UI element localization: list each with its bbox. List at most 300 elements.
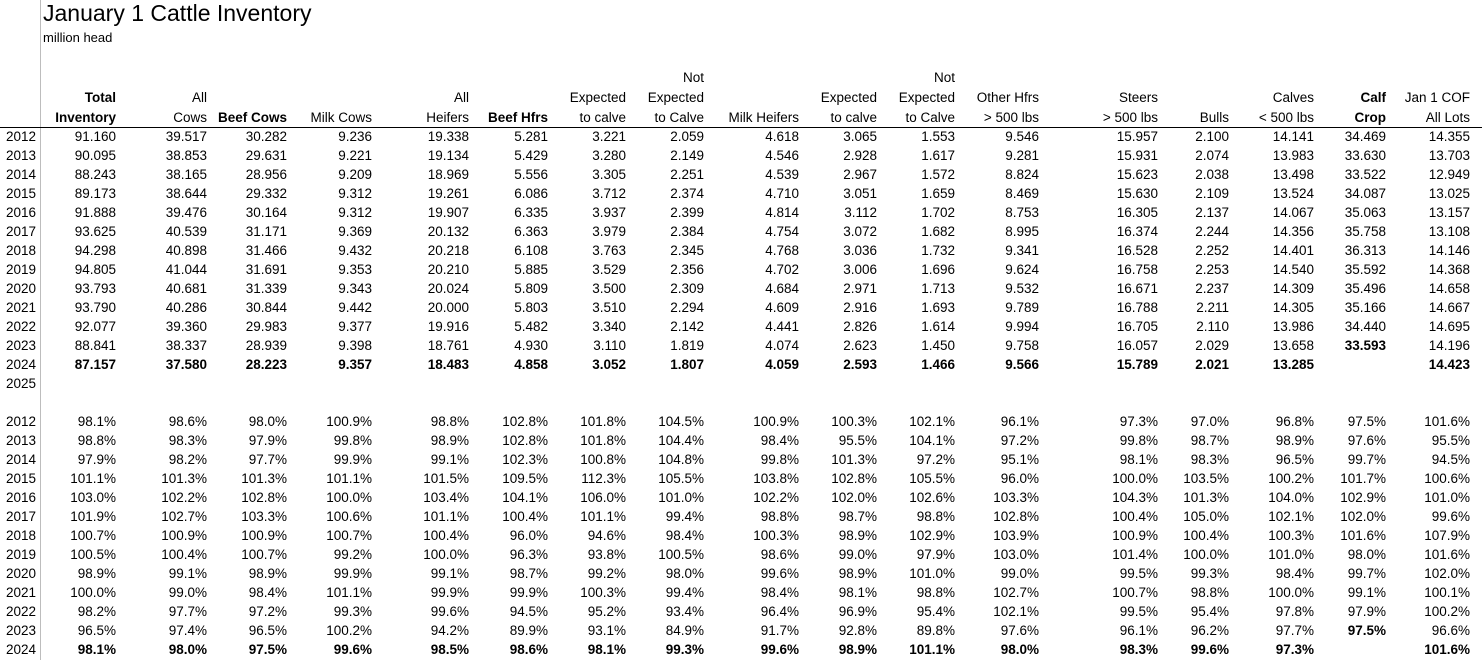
table-cell: 97.3% xyxy=(1119,414,1158,429)
table-cell: 100.8% xyxy=(580,452,626,467)
table-cell: 14.196 xyxy=(1428,338,1470,353)
table-cell: 1.696 xyxy=(921,262,955,277)
table-cell: 95.5% xyxy=(838,433,877,448)
table-cell: 13.157 xyxy=(1428,205,1470,220)
table-cell: 103.5% xyxy=(1183,471,1229,486)
table-cell: 93.625 xyxy=(74,224,116,239)
table-cell: 99.4% xyxy=(665,585,704,600)
table-cell: 9.994 xyxy=(1005,319,1039,334)
column-header-line: Crop xyxy=(1354,110,1386,125)
table-cell: 101.0% xyxy=(658,490,704,505)
table-cell: 14.355 xyxy=(1428,129,1470,144)
table-cell: 35.166 xyxy=(1344,300,1386,315)
table-cell: 100.7% xyxy=(1112,585,1158,600)
table-cell: 2.149 xyxy=(670,148,704,163)
table-cell: 2.021 xyxy=(1195,357,1229,372)
table-cell: 3.036 xyxy=(843,243,877,258)
table-cell: 103.4% xyxy=(423,490,469,505)
table-cell: 14.540 xyxy=(1272,262,1314,277)
table-cell: 8.469 xyxy=(1005,186,1039,201)
table-cell: 98.0% xyxy=(1000,642,1039,657)
table-cell: 98.0% xyxy=(1347,547,1386,562)
row-year-label: 2021 xyxy=(6,300,37,315)
table-cell: 95.4% xyxy=(916,604,955,619)
column-header-line: Jan 1 COF xyxy=(1404,90,1470,105)
table-cell: 38.165 xyxy=(165,167,207,182)
table-cell: 2.384 xyxy=(670,224,704,239)
table-cell: 99.6% xyxy=(760,642,799,657)
table-cell: 101.5% xyxy=(423,471,469,486)
table-cell: 100.9% xyxy=(326,414,372,429)
table-cell: 97.5% xyxy=(1347,623,1386,638)
table-cell: 33.593 xyxy=(1344,338,1386,353)
table-cell: 2.345 xyxy=(670,243,704,258)
table-cell: 31.466 xyxy=(245,243,287,258)
table-cell: 16.705 xyxy=(1116,319,1158,334)
column-header-line: Milk Heifers xyxy=(728,110,799,125)
row-year-label: 2013 xyxy=(6,148,37,163)
table-cell: 1.693 xyxy=(921,300,955,315)
table-cell: 2.253 xyxy=(1195,262,1229,277)
table-cell: 97.4% xyxy=(168,623,207,638)
table-cell: 100.9% xyxy=(241,528,287,543)
table-cell: 2.142 xyxy=(670,319,704,334)
table-cell: 98.4% xyxy=(760,433,799,448)
table-cell: 9.442 xyxy=(338,300,372,315)
table-cell: 88.841 xyxy=(74,338,116,353)
table-cell: 101.6% xyxy=(1424,642,1470,657)
table-cell: 100.4% xyxy=(502,509,548,524)
table-cell: 39.360 xyxy=(165,319,207,334)
table-cell: 2.971 xyxy=(843,281,877,296)
table-cell: 103.9% xyxy=(993,528,1039,543)
table-cell: 97.9% xyxy=(916,547,955,562)
table-cell: 101.3% xyxy=(831,452,877,467)
table-cell: 102.9% xyxy=(909,528,955,543)
table-cell: 97.7% xyxy=(248,452,287,467)
table-cell: 28.956 xyxy=(245,167,287,182)
table-cell: 13.986 xyxy=(1272,319,1314,334)
table-cell: 100.5% xyxy=(70,547,116,562)
table-cell: 104.5% xyxy=(658,414,704,429)
table-cell: 1.614 xyxy=(921,319,955,334)
table-cell: 3.529 xyxy=(592,262,626,277)
table-cell: 100.0% xyxy=(70,585,116,600)
table-cell: 9.281 xyxy=(1005,148,1039,163)
column-header-line: Calf xyxy=(1360,90,1386,105)
table-cell: 9.209 xyxy=(338,167,372,182)
column-header-line: Not xyxy=(933,70,955,85)
column-header-line: to calve xyxy=(579,110,626,125)
table-cell: 99.1% xyxy=(168,566,207,581)
table-cell: 16.374 xyxy=(1116,224,1158,239)
table-cell: 5.803 xyxy=(514,300,548,315)
row-year-label: 2013 xyxy=(6,433,37,448)
table-cell: 104.1% xyxy=(909,433,955,448)
row-year-label: 2017 xyxy=(6,509,37,524)
table-cell: 102.8% xyxy=(502,433,548,448)
table-cell: 100.0% xyxy=(326,490,372,505)
table-cell: 3.006 xyxy=(843,262,877,277)
table-cell: 35.758 xyxy=(1344,224,1386,239)
table-cell: 4.546 xyxy=(765,148,799,163)
table-cell: 28.939 xyxy=(245,338,287,353)
table-cell: 2.137 xyxy=(1195,205,1229,220)
table-cell: 99.9% xyxy=(430,585,469,600)
table-cell: 97.7% xyxy=(1275,623,1314,638)
table-cell: 3.305 xyxy=(592,167,626,182)
table-cell: 96.1% xyxy=(1000,414,1039,429)
table-cell: 18.483 xyxy=(427,357,469,372)
table-cell: 98.4% xyxy=(1275,566,1314,581)
table-cell: 2.110 xyxy=(1196,319,1229,334)
table-cell: 6.335 xyxy=(514,205,548,220)
table-cell: 38.337 xyxy=(165,338,207,353)
table-cell: 98.9% xyxy=(838,528,877,543)
table-cell: 6.363 xyxy=(514,224,548,239)
table-cell: 97.6% xyxy=(1000,623,1039,638)
table-cell: 98.4% xyxy=(248,585,287,600)
table-cell: 100.0% xyxy=(1268,585,1314,600)
table-cell: 9.221 xyxy=(338,148,372,163)
table-cell: 102.2% xyxy=(161,490,207,505)
table-cell: 98.0% xyxy=(665,566,704,581)
table-cell: 35.592 xyxy=(1344,262,1386,277)
table-cell: 39.476 xyxy=(165,205,207,220)
column-header-line: Cows xyxy=(173,110,207,125)
table-cell: 2.237 xyxy=(1195,281,1229,296)
table-cell: 9.377 xyxy=(338,319,372,334)
table-cell: 91.888 xyxy=(74,205,116,220)
table-cell: 94.298 xyxy=(74,243,116,258)
table-cell: 99.0% xyxy=(168,585,207,600)
table-cell: 16.788 xyxy=(1116,300,1158,315)
table-cell: 96.9% xyxy=(838,604,877,619)
table-cell: 1.702 xyxy=(921,205,955,220)
table-cell: 4.684 xyxy=(765,281,799,296)
table-cell: 13.108 xyxy=(1428,224,1470,239)
table-cell: 3.110 xyxy=(593,338,626,353)
table-cell: 34.440 xyxy=(1344,319,1386,334)
table-cell: 14.423 xyxy=(1428,357,1470,372)
table-cell: 9.532 xyxy=(1005,281,1039,296)
table-cell: 98.4% xyxy=(760,585,799,600)
column-header-line: Expected xyxy=(569,90,626,105)
table-cell: 100.4% xyxy=(1183,528,1229,543)
table-cell: 99.4% xyxy=(665,509,704,524)
table-cell: 99.6% xyxy=(430,604,469,619)
table-cell: 99.1% xyxy=(430,452,469,467)
table-cell: 16.057 xyxy=(1116,338,1158,353)
table-cell: 3.500 xyxy=(592,281,626,296)
table-cell: 3.510 xyxy=(592,300,626,315)
table-cell: 4.059 xyxy=(765,357,799,372)
table-cell: 20.000 xyxy=(427,300,469,315)
table-cell: 9.566 xyxy=(1005,357,1039,372)
table-cell: 2.294 xyxy=(670,300,704,315)
table-cell: 102.8% xyxy=(241,490,287,505)
table-cell: 34.087 xyxy=(1344,186,1386,201)
table-cell: 100.9% xyxy=(161,528,207,543)
table-cell: 4.754 xyxy=(765,224,799,239)
table-cell: 103.0% xyxy=(70,490,116,505)
table-cell: 13.983 xyxy=(1272,148,1314,163)
table-cell: 99.8% xyxy=(760,452,799,467)
table-cell: 4.858 xyxy=(514,357,548,372)
table-cell: 101.7% xyxy=(1340,471,1386,486)
table-cell: 18.761 xyxy=(427,338,469,353)
table-cell: 89.9% xyxy=(509,623,548,638)
table-cell: 99.2% xyxy=(333,547,372,562)
table-cell: 2.100 xyxy=(1195,129,1229,144)
column-header-line: Expected xyxy=(647,90,704,105)
table-cell: 102.8% xyxy=(831,471,877,486)
table-cell: 105.5% xyxy=(658,471,704,486)
table-cell: 93.793 xyxy=(74,281,116,296)
table-cell: 97.8% xyxy=(1275,604,1314,619)
row-year-label: 2021 xyxy=(6,585,37,600)
row-year-label: 2019 xyxy=(6,262,37,277)
table-cell: 97.9% xyxy=(77,452,116,467)
table-cell: 31.171 xyxy=(245,224,287,239)
table-cell: 90.095 xyxy=(74,148,116,163)
column-header-line: Bulls xyxy=(1199,110,1229,125)
table-cell: 97.2% xyxy=(248,604,287,619)
table-cell: 98.0% xyxy=(168,642,207,657)
table-cell: 4.702 xyxy=(765,262,799,277)
table-cell: 98.9% xyxy=(838,566,877,581)
table-cell: 19.916 xyxy=(427,319,469,334)
table-cell: 15.957 xyxy=(1116,129,1158,144)
table-cell: 100.6% xyxy=(1424,471,1470,486)
row-year-label: 2014 xyxy=(6,452,37,467)
frozen-pane-divider xyxy=(40,0,41,660)
row-year-label: 2012 xyxy=(6,414,37,429)
table-cell: 5.281 xyxy=(514,129,548,144)
table-cell: 4.814 xyxy=(765,205,799,220)
row-year-label: 2020 xyxy=(6,281,37,296)
table-cell: 1.553 xyxy=(921,129,955,144)
table-cell: 3.763 xyxy=(592,243,626,258)
table-cell: 102.1% xyxy=(1268,509,1314,524)
table-cell: 96.1% xyxy=(1119,623,1158,638)
table-cell: 4.539 xyxy=(765,167,799,182)
table-cell: 4.618 xyxy=(765,129,799,144)
row-year-label: 2018 xyxy=(6,528,37,543)
table-cell: 101.1% xyxy=(909,642,955,657)
table-cell: 3.221 xyxy=(592,129,626,144)
table-cell: 9.758 xyxy=(1005,338,1039,353)
table-cell: 101.8% xyxy=(580,433,626,448)
table-cell: 12.949 xyxy=(1428,167,1470,182)
table-cell: 84.9% xyxy=(665,623,704,638)
table-cell: 98.9% xyxy=(1275,433,1314,448)
table-cell: 9.369 xyxy=(338,224,372,239)
table-cell: 98.1% xyxy=(1119,452,1158,467)
table-cell: 98.9% xyxy=(430,433,469,448)
table-cell: 2.029 xyxy=(1195,338,1229,353)
table-cell: 104.8% xyxy=(658,452,704,467)
table-cell: 93.790 xyxy=(74,300,116,315)
table-cell: 2.309 xyxy=(670,281,704,296)
table-cell: 31.339 xyxy=(245,281,287,296)
row-year-label: 2018 xyxy=(6,243,37,258)
table-cell: 100.7% xyxy=(70,528,116,543)
table-cell: 101.3% xyxy=(1183,490,1229,505)
table-cell: 98.8% xyxy=(916,585,955,600)
table-cell: 103.8% xyxy=(753,471,799,486)
table-cell: 2.399 xyxy=(670,205,704,220)
table-cell: 100.5% xyxy=(658,547,704,562)
table-cell: 15.623 xyxy=(1116,167,1158,182)
table-cell: 99.6% xyxy=(1431,509,1470,524)
table-cell: 20.218 xyxy=(427,243,469,258)
table-cell: 100.7% xyxy=(241,547,287,562)
table-cell: 102.7% xyxy=(161,509,207,524)
row-year-label: 2015 xyxy=(6,471,37,486)
table-cell: 13.498 xyxy=(1272,167,1314,182)
table-cell: 15.931 xyxy=(1116,148,1158,163)
table-cell: 8.753 xyxy=(1005,205,1039,220)
table-cell: 16.671 xyxy=(1116,281,1158,296)
table-cell: 1.732 xyxy=(921,243,955,258)
table-cell: 89.173 xyxy=(74,186,116,201)
table-cell: 40.898 xyxy=(165,243,207,258)
table-cell: 98.3% xyxy=(1190,452,1229,467)
table-cell: 5.482 xyxy=(514,319,548,334)
table-cell: 95.2% xyxy=(587,604,626,619)
table-cell: 101.1% xyxy=(70,471,116,486)
table-cell: 19.134 xyxy=(427,148,469,163)
column-header-line: < 500 lbs xyxy=(1258,110,1314,125)
table-cell: 100.0% xyxy=(1112,471,1158,486)
table-cell: 2.928 xyxy=(843,148,877,163)
table-cell: 9.341 xyxy=(1005,243,1039,258)
table-cell: 98.1% xyxy=(587,642,626,657)
row-year-label: 2014 xyxy=(6,167,37,182)
table-cell: 14.146 xyxy=(1428,243,1470,258)
table-cell: 39.517 xyxy=(165,129,207,144)
table-cell: 14.305 xyxy=(1272,300,1314,315)
table-cell: 102.2% xyxy=(753,490,799,505)
column-header-line: Other Hfrs xyxy=(976,90,1039,105)
table-cell: 97.5% xyxy=(1347,414,1386,429)
table-cell: 9.789 xyxy=(1005,300,1039,315)
table-cell: 9.312 xyxy=(338,205,372,220)
table-cell: 30.282 xyxy=(245,129,287,144)
table-cell: 102.1% xyxy=(993,604,1039,619)
table-cell: 112.3% xyxy=(581,471,626,486)
table-cell: 2.059 xyxy=(670,129,704,144)
table-cell: 97.5% xyxy=(248,642,287,657)
table-cell: 4.441 xyxy=(765,319,799,334)
table-cell: 20.210 xyxy=(427,262,469,277)
table-cell: 100.1% xyxy=(1424,585,1470,600)
table-cell: 2.593 xyxy=(843,357,877,372)
table-cell: 9.432 xyxy=(338,243,372,258)
table-cell: 93.1% xyxy=(587,623,626,638)
table-cell: 99.9% xyxy=(509,585,548,600)
table-cell: 102.9% xyxy=(1340,490,1386,505)
table-cell: 5.809 xyxy=(514,281,548,296)
column-header-line: All xyxy=(453,90,469,105)
table-cell: 38.644 xyxy=(165,186,207,201)
table-cell: 13.025 xyxy=(1428,186,1470,201)
table-cell: 94.5% xyxy=(1431,452,1470,467)
table-cell: 107.9% xyxy=(1424,528,1470,543)
table-cell: 95.4% xyxy=(1190,604,1229,619)
row-year-label: 2016 xyxy=(6,205,37,220)
table-cell: 100.4% xyxy=(423,528,469,543)
table-cell: 36.313 xyxy=(1344,243,1386,258)
row-year-label: 2024 xyxy=(6,357,37,372)
table-cell: 9.236 xyxy=(338,129,372,144)
column-header-line: Calves xyxy=(1272,90,1314,105)
table-cell: 99.2% xyxy=(587,566,626,581)
table-cell: 4.074 xyxy=(765,338,799,353)
table-cell: 102.8% xyxy=(993,509,1039,524)
table-cell: 14.309 xyxy=(1272,281,1314,296)
table-cell: 14.658 xyxy=(1428,281,1470,296)
table-cell: 98.7% xyxy=(1190,433,1229,448)
table-cell: 100.9% xyxy=(1112,528,1158,543)
table-cell: 102.6% xyxy=(909,490,955,505)
table-cell: 4.710 xyxy=(765,186,799,201)
column-header-line: All Lots xyxy=(1425,110,1470,125)
table-cell: 101.8% xyxy=(580,414,626,429)
table-cell: 97.3% xyxy=(1275,642,1314,657)
table-cell: 1.682 xyxy=(921,224,955,239)
table-cell: 103.0% xyxy=(993,547,1039,562)
row-year-label: 2016 xyxy=(6,490,37,505)
table-cell: 98.3% xyxy=(168,433,207,448)
table-cell: 100.2% xyxy=(1424,604,1470,619)
table-cell: 96.0% xyxy=(509,528,548,543)
table-cell: 2.109 xyxy=(1195,186,1229,201)
table-cell: 5.556 xyxy=(514,167,548,182)
column-header-line: Expected xyxy=(820,90,877,105)
table-cell: 20.024 xyxy=(427,281,469,296)
table-cell: 101.0% xyxy=(909,566,955,581)
table-cell: 2.623 xyxy=(843,338,877,353)
table-cell: 33.522 xyxy=(1344,167,1386,182)
table-cell: 29.631 xyxy=(245,148,287,163)
table-cell: 30.844 xyxy=(245,300,287,315)
row-year-label: 2023 xyxy=(6,623,37,638)
table-cell: 9.398 xyxy=(338,338,372,353)
table-cell: 40.286 xyxy=(165,300,207,315)
table-cell: 104.4% xyxy=(658,433,704,448)
table-cell: 14.141 xyxy=(1272,129,1314,144)
table-cell: 99.1% xyxy=(1347,585,1386,600)
table-cell: 1.572 xyxy=(921,167,955,182)
table-cell: 100.9% xyxy=(753,414,799,429)
table-cell: 100.2% xyxy=(1268,471,1314,486)
table-cell: 99.8% xyxy=(1119,433,1158,448)
table-cell: 99.3% xyxy=(665,642,704,657)
column-header-line: Inventory xyxy=(55,110,116,125)
table-cell: 99.1% xyxy=(430,566,469,581)
table-cell: 94.6% xyxy=(587,528,626,543)
table-cell: 8.995 xyxy=(1005,224,1039,239)
table-cell: 98.7% xyxy=(509,566,548,581)
table-cell: 102.0% xyxy=(1340,509,1386,524)
table-cell: 99.3% xyxy=(1190,566,1229,581)
table-cell: 100.0% xyxy=(1183,547,1229,562)
table-cell: 3.340 xyxy=(592,319,626,334)
table-cell: 98.8% xyxy=(760,509,799,524)
table-cell: 103.3% xyxy=(993,490,1039,505)
